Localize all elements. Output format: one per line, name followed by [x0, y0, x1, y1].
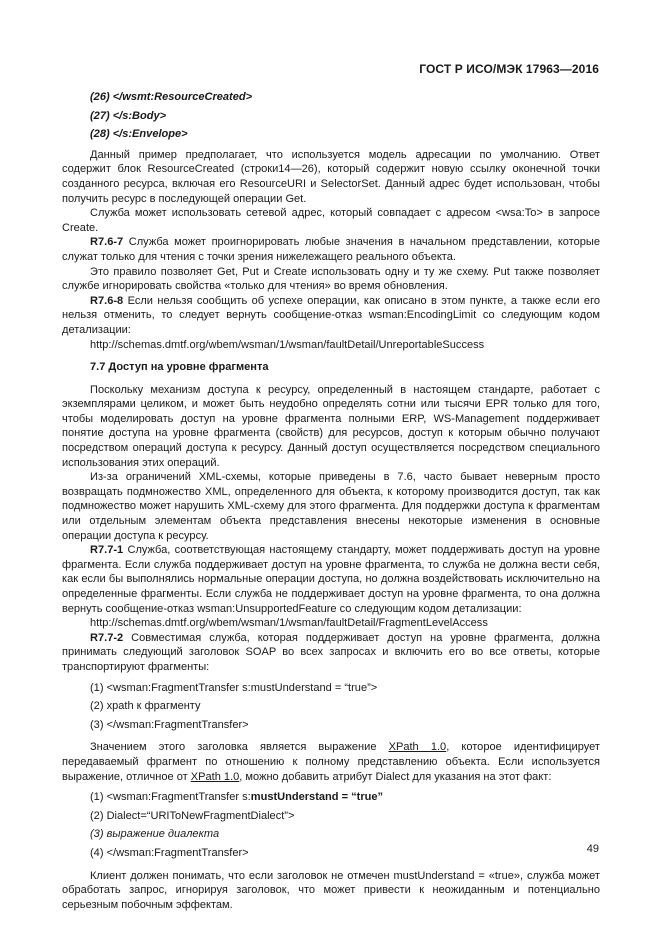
requirement-r7-6-8 — [62, 294, 600, 338]
requirement-id: R7.6-7 — [90, 236, 124, 249]
requirement-id: R7.7-2 — [90, 631, 124, 644]
paragraph-client-must-understand: Клиент должен понимать, что если заголовок не отмечен mustUnderstand = «true», служба может обработать запрос, игнорируя заголовок, что может привести к неожиданным и потенциально серьезным побочным эффектам. — [62, 869, 600, 911]
fault-detail-url-fragment: http://schemas.dmtf.org/wbem/wsman/1/wsman/faultDetail/FragmentLevelAccess — [90, 617, 488, 630]
requirement-id: R7.7-1 — [90, 544, 124, 557]
code-fragment-line-1: (1) <wsman:FragmentTransfer s:mustUnderstand = “true”> — [90, 681, 378, 694]
page-body — [62, 90, 600, 912]
requirement-r7-7-2 — [62, 631, 600, 675]
code-fragment-line-3: (3) </wsman:FragmentTransfer> — [90, 718, 249, 731]
requirement-r7-6-7 — [62, 235, 600, 264]
code-line-28: (28) </s:Envelope> — [90, 128, 188, 141]
paragraph-fragment-access: Поскольку механизм доступа к ресурсу, определенный в настоящем стандарте, работает с экземплярами целиком, и может быть неудобно определять сотни или тысячи EPR только для того, чтобы моделировать доступ на уровне фрагмента полными ERP, WS-Management поддерживает понятие доступа на уровне фрагмента (свойств) для ресурсов, доступ к которым обычно получают посредством операций доступа к ресурсу. Данный доступ осуществляется посредством специального использования этих операций. — [62, 383, 600, 469]
requirement-text: Служба может проигнорировать любые значения в начальном представлении, которые служат только для чтения с точки зрения нижележащего реального объекта. — [62, 236, 600, 263]
requirement-text: Если нельзя сообщить об успехе операции, как описано в этом пункте, а также если его нельзя отменить, то следует вернуть сообщение-отказ wsman:EncodingLimit со следующим кодом детализации: — [62, 294, 600, 336]
requirement-text: Служба, соответствующая настоящему стандарту, может поддерживать доступ на уровне фрагмента. Если служба поддерживает доступ на уровне фрагмента, то служба не должна вести себя, как если бы выполнялись нормальные операции доступа, но должна воздействовать исключительно на определенные фрагменты. Если служба не поддерживает доступ на уровне фрагмента, то она должна вернуть сообщение-отказ wsman:UnsupportedFeature со следующим кодом детализации: — [62, 544, 600, 615]
page-number: 49 — [586, 843, 599, 855]
requirement-id: R7.6-8 — [90, 294, 124, 307]
code-fragment-line-2: (2) xpath к фрагменту — [90, 700, 201, 713]
paragraph-network-address: Служба может использовать сетевой адрес, который совпадает с адресом <wsa:To> в запросе Create. — [62, 207, 600, 234]
paragraph-xpath: Значением этого заголовка является выражение XPath 1.0, которое идентифицирует передаваемый фрагмент по отношению к полному представлению объекта. Если используется выражение, отличное от XPath 1.0, можно добавить атрибут Dialect для указания на этот факт: — [62, 741, 600, 783]
xpath-link[interactable]: XPath 1.0 — [190, 770, 240, 783]
paragraph-xml-schema-limits: Из-за ограничений XML-схемы, которые приведены в 7.6, часто бывает неверным просто возвращать подмножество XML, определенного для объекта, к которому производится доступ, так как подмножество может нарушить XML-схему для этого фрагмента. Для поддержки доступа к фрагментам или отдельным элементам объекта представления внесены некоторые изменения в основные операции доступа к ресурсу. — [62, 471, 600, 542]
code-dialect-line-3: (3) выражение диалекта — [90, 828, 220, 841]
code-line-27: (27) </s:Body> — [90, 109, 167, 122]
standard-header: ГОСТ Р ИСО/МЭК 17963—2016 — [419, 62, 599, 76]
requirement-text: Совместимая служба, которая поддерживает доступ на уровне фрагмента, должна принимать следующий заголовок SOAP во всех запросах и включить его во все ответы, которые транспортируют фрагменты: — [62, 631, 600, 673]
fault-detail-url-unreportable: http://schemas.dmtf.org/wbem/wsman/1/wsman/faultDetail/UnreportableSuccess — [90, 338, 485, 351]
xpath-link[interactable]: XPath 1.0 — [388, 741, 447, 754]
paragraph-example-addressing: Данный пример предполагает, что используется модель адресации по умолчанию. Ответ содержит блок ResourceCreated (строки14—26), который содержит новую ссылку оконечной точки созданного ресурса, включая его ResourceURI и SelectorSet. Данный адрес будет использован, чтобы получить ресурс в последующей операции Get. — [62, 148, 600, 205]
paragraph-get-put-create: Это правило позволяет Get, Put и Create использовать одну и ту же схему. Put также позволяет службе игнорировать свойства «только для чтения» во время обновления. — [62, 265, 600, 293]
code-line-26: (26) </wsmt:ResourceCreated> — [90, 91, 253, 103]
code-dialect-line-2: (2) Dialect=“URIToNewFragmentDialect”> — [90, 809, 295, 822]
code-dialect-line-4: (4) </wsman:FragmentTransfer> — [90, 846, 249, 859]
code-dialect-line-1: (1) <wsman:FragmentTransfer s:mustUnderstand = “true” — [90, 791, 384, 804]
section-title: 7.7 Доступ на уровне фрагмента — [90, 361, 269, 374]
requirement-r7-7-1 — [62, 543, 600, 616]
